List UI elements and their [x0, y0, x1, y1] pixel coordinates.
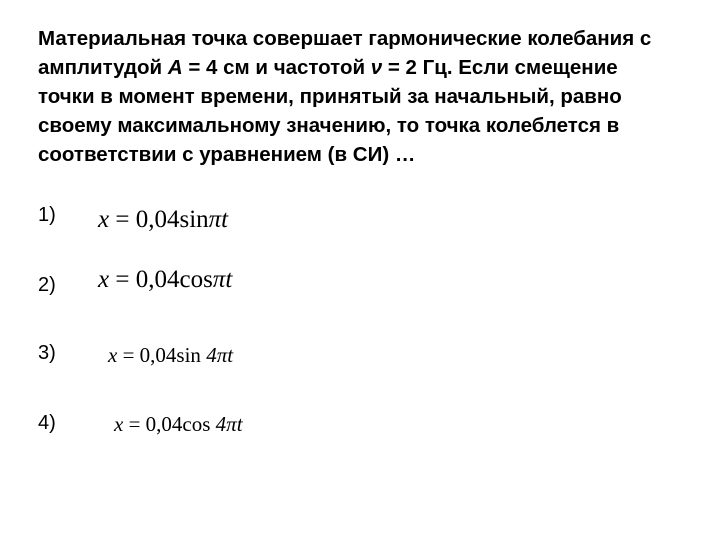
option-4-formula: [114, 412, 243, 437]
option-4-arg: 4πt: [210, 412, 243, 436]
question-line-1: Материальная точка совершает гармонические колебания с: [38, 27, 652, 50]
option-2-var: x: [98, 266, 110, 293]
option-3-func: sin: [176, 343, 201, 367]
option-4-eq: = 0,04: [123, 412, 183, 436]
option-3-var: x: [108, 343, 118, 367]
question-line-3: точки в момент времени, принятый за начальный, равно: [38, 85, 622, 108]
option-2-number: 2): [38, 274, 56, 296]
option-1-number: 1): [38, 204, 56, 226]
question-line-2a: амплитудой: [38, 56, 168, 79]
option-4-number: 4): [38, 412, 56, 434]
question-line-4: своему максимальному значению, то точка колеблется в: [38, 114, 620, 137]
option-3-eq: = 0,04: [117, 343, 177, 367]
question-line-2: [38, 53, 688, 82]
option-4-func: cos: [182, 412, 211, 436]
option-4-var: x: [114, 412, 124, 436]
question-line-5: соответствии с уравнением (в СИ) …: [38, 143, 416, 166]
option-1-arg: πt: [208, 206, 229, 233]
amplitude-symbol: A: [167, 56, 183, 79]
option-3-number: 3): [38, 342, 56, 364]
option-2-arg: πt: [212, 266, 233, 293]
option-3-arg: 4πt: [200, 343, 234, 367]
option-3-formula: [108, 343, 233, 368]
option-1-eq: = 0,04: [109, 206, 180, 233]
option-1-var: x: [98, 206, 110, 233]
frequency-symbol: ν: [370, 56, 383, 79]
question-line-2b: = 4 см и частотой: [182, 56, 371, 79]
option-2-func: cos: [179, 266, 213, 293]
question-text: [38, 24, 688, 169]
option-2-formula: [98, 266, 232, 294]
option-1-formula: [98, 206, 228, 234]
option-1-func: sin: [179, 206, 209, 233]
option-2-eq: = 0,04: [109, 266, 180, 293]
question-line-2c: = 2 Гц. Если смещение: [382, 56, 618, 79]
